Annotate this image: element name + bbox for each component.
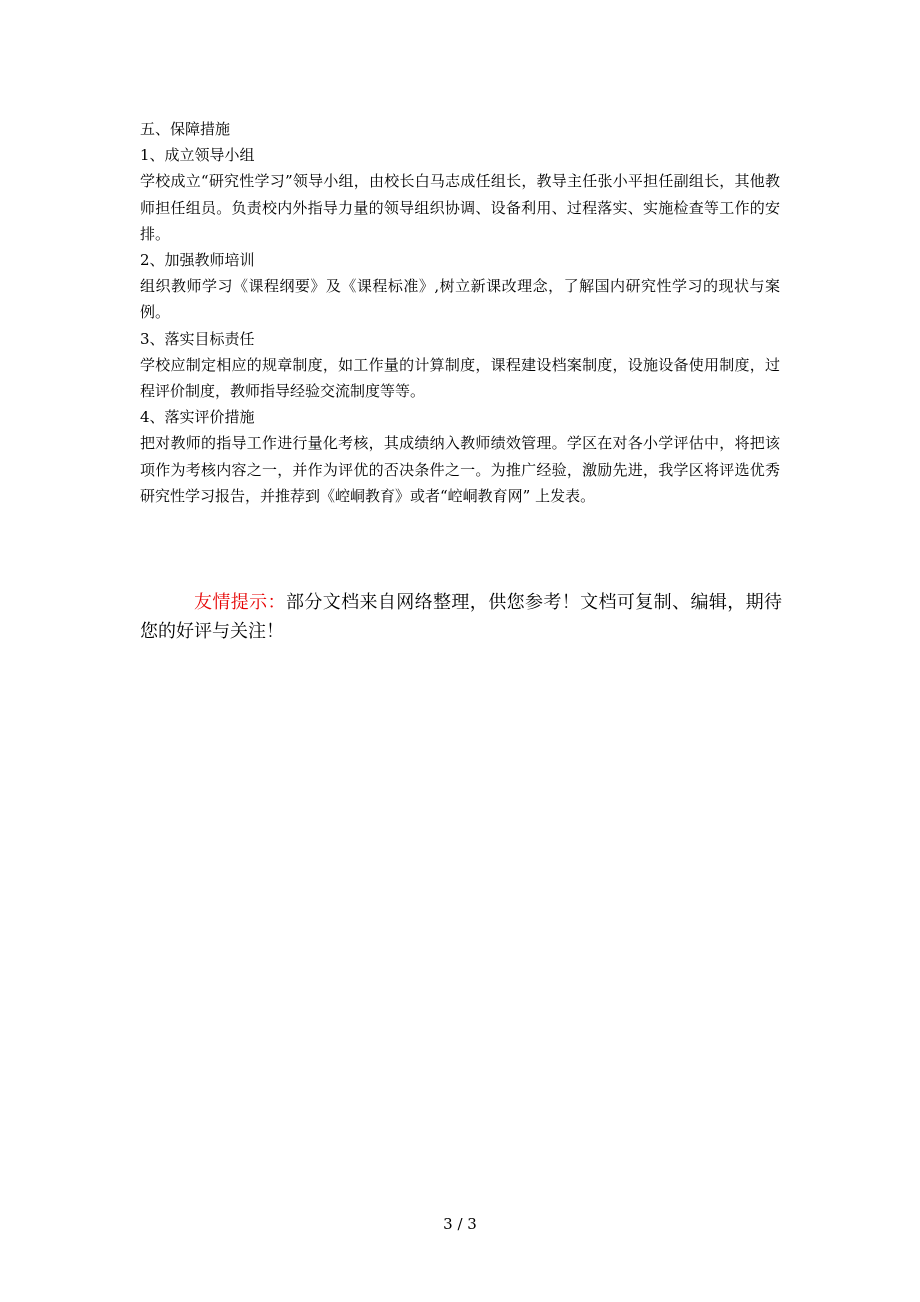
item-heading-1: 1、成立领导小组: [140, 146, 255, 165]
item-body-1: 学校成立“研究性学习”领导小组，由校长白马志成任组长，教导主任张小平担任副组长，其他教师担任组员。负责校内外指导力量的领导组织协调、设备利用、过程落实、实施检查等工作的安排。: [140, 172, 780, 243]
item-body-2: 组织教师学习《课程纲要》及《课程标准》,树立新课改理念，了解国内研究性学习的现状与案例。: [140, 277, 780, 322]
item-heading-2: 2、加强教师培训: [140, 251, 255, 270]
page-number: 3 / 3: [443, 1215, 477, 1233]
tip-label: 友情提示：: [194, 592, 286, 613]
friendly-tip: [140, 588, 782, 646]
document-body: [140, 116, 780, 509]
tip-text: 部分文档来自网络整理，供您参考！文档可复制、编辑，期待您的好评与关注！: [140, 592, 782, 642]
item-body-3: 学校应制定相应的规章制度，如工作量的计算制度，课程建设档案制度，设施设备使用制度，过程评价制度，教师指导经验交流制度等等。: [140, 355, 780, 401]
section-heading: 五、保障措施: [140, 120, 231, 138]
item-heading-4: 4、落实评价措施: [140, 408, 255, 427]
item-body-4: 把对教师的指导工作进行量化考核，其成绩纳入教师绩效管理。学区在对各小学评估中，将把该项作为考核内容之一，并作为评优的否决条件之一。为推广经验，激励先进，我学区将评选优秀研究性学习报告，并推荐到《崆峒教育》或者“崆峒教育网” 上发表。: [140, 434, 780, 505]
item-heading-3: 3、落实目标责任: [140, 329, 255, 348]
